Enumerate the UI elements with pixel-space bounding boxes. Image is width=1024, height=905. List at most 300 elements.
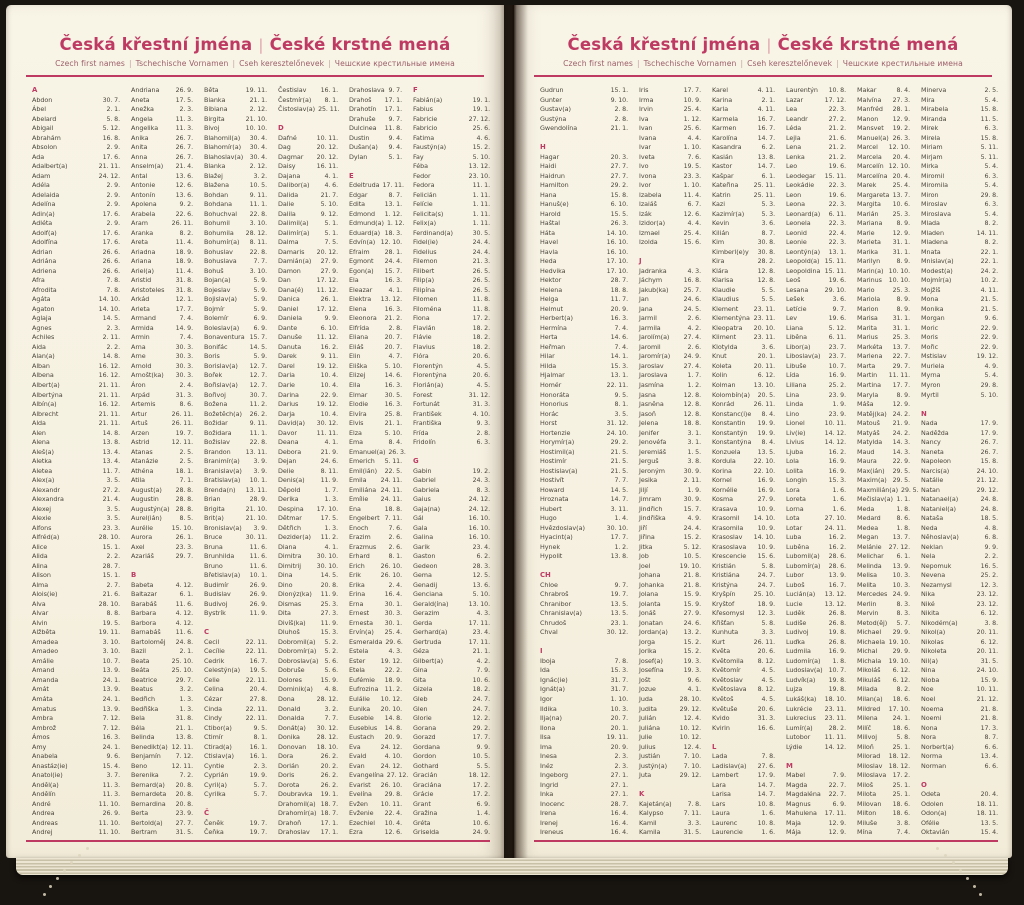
name-label: Elektra xyxy=(349,295,372,304)
name-label: Emila xyxy=(349,476,367,485)
name-label: Gracián xyxy=(413,771,438,780)
name-day-date: 6. 3. xyxy=(984,125,998,133)
name-day-date: 13. 6. xyxy=(472,581,490,589)
name-day-date: 1. 4. xyxy=(614,515,628,523)
name-entry xyxy=(204,371,267,381)
section-letter: CH xyxy=(540,571,551,580)
name-day-date: 8. 5. xyxy=(179,515,193,523)
name-day-date: 15. 9. xyxy=(683,600,701,608)
name-label: Narcis(a) xyxy=(921,466,950,475)
name-entry xyxy=(204,96,267,106)
name-day-date: 15. 4. xyxy=(102,762,120,770)
name-label: Eufémie xyxy=(349,675,375,684)
name-entry xyxy=(857,809,910,819)
name-day-date: 10. 11. xyxy=(976,686,998,694)
name-label: Jerguš xyxy=(639,457,659,466)
name-entry xyxy=(921,638,998,648)
name-label: Ljuba xyxy=(786,447,804,456)
name-entry xyxy=(131,543,193,553)
name-day-date: 15. 1. xyxy=(102,543,120,551)
name-day-date: 21. 5. xyxy=(610,448,628,456)
name-label: Miloň xyxy=(857,742,874,751)
name-label: Kastor xyxy=(712,162,733,171)
name-label: Beatrice xyxy=(131,675,158,684)
subtitle-separator: | xyxy=(328,59,331,68)
name-label: Egmont xyxy=(349,257,374,266)
name-label: Mirka xyxy=(921,162,939,171)
name-label: Arnold xyxy=(131,361,152,370)
name-entry xyxy=(857,685,910,695)
name-day-date: 30. 10. xyxy=(606,524,628,532)
name-entry xyxy=(131,238,193,248)
name-entry xyxy=(131,762,193,772)
name-day-date: 12. 9. xyxy=(892,229,910,237)
name-label: Miroslava xyxy=(921,209,951,218)
name-entry xyxy=(857,647,910,657)
name-label: Dětřich xyxy=(278,523,301,532)
name-entry xyxy=(540,790,628,800)
name-entry xyxy=(349,429,402,439)
name-day-date: 6. 2. xyxy=(761,144,775,152)
name-label: Kalypso xyxy=(639,809,664,818)
name-day-date: 1. 6. xyxy=(761,829,775,837)
name-day-date: 26. 9. xyxy=(102,810,120,818)
name-day-date: 28. 2. xyxy=(828,724,846,732)
name-label: Dobromír(a) xyxy=(278,647,317,656)
name-label: Alexie xyxy=(32,514,52,523)
name-entry xyxy=(857,676,910,686)
name-label: Gustýna xyxy=(540,114,567,123)
name-day-date: 16. 4. xyxy=(384,591,402,599)
name-label: Ela xyxy=(349,276,359,285)
name-entry xyxy=(204,191,267,201)
name-label: Bartoloměj xyxy=(131,637,166,646)
name-column xyxy=(857,86,919,838)
name-label: Haštal xyxy=(540,219,560,228)
name-entry xyxy=(413,105,490,115)
name-label: Inéz xyxy=(540,761,554,770)
name-day-date: 11. 4. xyxy=(175,267,193,275)
name-day-date: 17. 6. xyxy=(102,153,120,161)
name-day-date: 22. 10. xyxy=(753,467,775,475)
name-label: Ezechiel xyxy=(349,818,375,827)
name-entry xyxy=(639,276,701,286)
name-day-date: 4. 6. xyxy=(476,134,490,142)
name-day-date: 18. 5. xyxy=(980,515,998,523)
name-label: Azariáš xyxy=(131,552,154,561)
name-label: Mirjam xyxy=(921,152,943,161)
name-label: Bojeslav xyxy=(204,285,231,294)
name-entry xyxy=(32,743,120,753)
name-day-date: 13. 12. xyxy=(468,163,490,171)
name-entry xyxy=(349,524,402,534)
name-column xyxy=(712,86,775,838)
name-day-date: 24. 7. xyxy=(472,705,490,713)
name-entry xyxy=(349,381,402,391)
name-label: Juta xyxy=(639,771,652,780)
name-day-date: 16. 3. xyxy=(384,401,402,409)
section-letter: N xyxy=(921,409,927,418)
name-entry xyxy=(786,676,846,686)
name-label: Brunhilda xyxy=(204,552,235,561)
name-label: Daniela xyxy=(278,314,302,323)
name-entry xyxy=(712,809,775,819)
name-day-date: 6. 12. xyxy=(757,372,775,380)
name-entry xyxy=(131,86,193,96)
name-day-date: 11. 1. xyxy=(249,429,267,437)
name-day-date: 23. 3. xyxy=(175,543,193,551)
name-day-date: 24. 1. xyxy=(892,715,910,723)
name-day-date: 11. 2. xyxy=(320,534,338,542)
name-day-date: 28. 8. xyxy=(175,486,193,494)
name-label: Helmut xyxy=(540,304,563,313)
name-column xyxy=(786,86,846,838)
name-label: Jelena xyxy=(639,419,659,428)
name-label: Jana xyxy=(639,304,653,313)
name-label: Anita xyxy=(131,143,148,152)
name-label: Leopold(a) xyxy=(786,257,820,266)
name-entry xyxy=(131,400,193,410)
name-label: Michaela xyxy=(857,637,885,646)
name-entry xyxy=(413,647,490,657)
name-entry xyxy=(540,115,628,125)
name-entry xyxy=(131,286,193,296)
name-entry xyxy=(204,571,267,581)
name-label: Hypolit xyxy=(540,552,563,561)
name-label: Bibiana xyxy=(204,105,228,114)
name-day-date: 21. 10. xyxy=(245,505,267,513)
name-entry xyxy=(540,752,628,762)
name-entry xyxy=(540,628,628,638)
name-day-date: 15. 3. xyxy=(610,667,628,675)
name-label: Dan xyxy=(278,276,291,285)
page-header xyxy=(6,5,504,77)
name-label: Michala xyxy=(857,656,882,665)
name-entry xyxy=(131,657,193,667)
name-entry xyxy=(204,647,267,657)
name-label: Megan xyxy=(857,533,879,542)
name-day-date: 25. 3. xyxy=(892,334,910,342)
name-entry xyxy=(712,191,775,201)
name-entry xyxy=(921,143,998,153)
name-label: Nika xyxy=(921,590,935,599)
name-label: Leonie xyxy=(786,238,807,247)
name-entry xyxy=(921,657,998,667)
name-entry xyxy=(204,552,267,562)
footer-rule xyxy=(26,840,490,842)
name-day-date: 8. 11. xyxy=(249,239,267,247)
name-entry xyxy=(540,781,628,791)
name-entry xyxy=(349,771,409,781)
name-label: Elodie xyxy=(349,400,369,409)
name-label: Atanas xyxy=(131,447,153,456)
name-day-date: 26. 3. xyxy=(388,448,406,456)
name-label: André xyxy=(32,799,51,808)
name-label: Fatima xyxy=(413,133,435,142)
subtitle-separator: | xyxy=(128,59,132,68)
name-label: Aletka xyxy=(32,457,52,466)
name-entry xyxy=(349,238,402,248)
name-entry xyxy=(204,172,267,182)
name-label: Květa xyxy=(712,647,731,656)
dot-icon xyxy=(78,854,81,857)
name-day-date: 25. 3. xyxy=(320,600,338,608)
name-entry xyxy=(639,800,701,810)
name-entry xyxy=(413,800,490,810)
name-label: Luděk xyxy=(786,609,805,618)
name-entry xyxy=(540,238,628,248)
name-day-date: 26. 6. xyxy=(102,258,120,266)
name-day-date: 29. 9. xyxy=(892,629,910,637)
column-spacer xyxy=(413,448,490,458)
name-day-date: 14. 6. xyxy=(610,334,628,342)
name-entry xyxy=(32,324,120,334)
name-label: Flavius xyxy=(413,342,435,351)
name-entry xyxy=(786,400,846,410)
name-entry xyxy=(32,248,120,258)
name-day-date: 8. 9. xyxy=(896,296,910,304)
name-day-date: 6. 3. xyxy=(984,172,998,180)
name-entry xyxy=(540,210,628,220)
name-label: Dionýz(ka) xyxy=(278,590,312,599)
name-day-date: 25. 3. xyxy=(892,286,910,294)
name-entry xyxy=(786,200,846,210)
name-day-date: 13. 1. xyxy=(828,248,846,256)
name-entry xyxy=(413,96,490,106)
name-entry xyxy=(921,685,998,695)
name-label: Amálie xyxy=(32,656,54,665)
name-label: Kurt xyxy=(712,637,725,646)
name-day-date: 22. 3. xyxy=(828,106,846,114)
name-day-date: 10. 6. xyxy=(892,201,910,209)
name-entry xyxy=(921,333,998,343)
page-left xyxy=(6,5,504,858)
name-label: Gina xyxy=(413,666,428,675)
name-label: Max(ián) xyxy=(857,466,885,475)
name-entry xyxy=(639,809,701,819)
name-day-date: 31. 1. xyxy=(892,239,910,247)
name-day-date: 1. 12. xyxy=(384,210,402,218)
name-day-date: 21. 12. xyxy=(976,696,998,703)
name-entry xyxy=(540,685,628,695)
name-day-date: 21. 5. xyxy=(980,305,998,313)
name-entry xyxy=(786,438,846,448)
name-label: Emílie xyxy=(349,495,369,504)
name-entry xyxy=(857,400,910,410)
name-day-date: 17. 11. xyxy=(824,810,846,818)
name-label: Cecil xyxy=(204,637,220,646)
name-label: Beno xyxy=(131,761,148,770)
name-entry xyxy=(786,238,846,248)
name-day-date: 11. 2. xyxy=(249,401,267,409)
name-entry xyxy=(786,362,846,372)
name-entry xyxy=(786,343,846,353)
name-day-date: 31. 5. xyxy=(980,657,998,665)
name-day-date: 9. 9. xyxy=(476,743,490,751)
name-label: Lenka xyxy=(786,152,805,161)
name-day-date: 16. 1. xyxy=(249,753,267,761)
name-day-date: 19. 11. xyxy=(245,87,267,94)
name-label: Miloslava xyxy=(857,771,887,780)
name-label: Lora xyxy=(786,485,800,494)
name-entry xyxy=(278,305,338,315)
name-label: Květoslava xyxy=(712,685,747,694)
name-day-date: 7. 12. xyxy=(102,724,120,732)
name-day-date: 3. 8. xyxy=(687,458,701,466)
name-day-date: 5. 11. xyxy=(384,458,402,466)
name-entry xyxy=(857,352,910,362)
name-day-date: 16. 10. xyxy=(606,239,628,247)
name-entry xyxy=(413,352,490,362)
name-entry xyxy=(349,476,402,486)
name-entry xyxy=(921,600,998,610)
name-day-date: 2. 3. xyxy=(179,106,193,114)
name-label: Egon(a) xyxy=(349,266,374,275)
name-day-date: 8. 7. xyxy=(388,191,402,199)
name-label: Kim xyxy=(712,238,725,247)
name-entry xyxy=(413,752,490,762)
name-day-date: 22. 9. xyxy=(980,324,998,332)
name-day-date: 11. 9. xyxy=(320,477,338,485)
name-label: Kateřina xyxy=(712,181,739,190)
name-entry xyxy=(413,666,490,676)
name-label: Géza xyxy=(413,647,429,656)
name-label: Jiřina xyxy=(639,533,655,542)
name-label: Dag xyxy=(278,143,291,152)
name-day-date: 24. 10. xyxy=(976,667,998,675)
name-entry xyxy=(32,305,120,315)
name-entry xyxy=(639,486,701,496)
name-label: Mladen xyxy=(921,228,944,237)
name-day-date: 15. 6. xyxy=(683,239,701,247)
name-day-date: 29. 9. xyxy=(892,648,910,656)
name-entry xyxy=(786,724,846,734)
name-label: Arleta xyxy=(131,304,150,313)
name-entry xyxy=(204,743,267,753)
name-day-date: 10. 11. xyxy=(380,800,402,808)
name-label: Blahoslav(a) xyxy=(204,152,244,161)
name-day-date: 30. 5. xyxy=(384,391,402,399)
name-day-date: 14. 1. xyxy=(610,353,628,361)
name-entry xyxy=(349,666,402,676)
name-day-date: 22. 11. xyxy=(245,648,267,656)
name-day-date: 2. 5. xyxy=(179,458,193,466)
name-entry xyxy=(413,248,490,258)
name-entry xyxy=(278,685,338,695)
name-entry xyxy=(32,429,120,439)
name-label: Luběna xyxy=(786,542,810,551)
name-label: Božidara xyxy=(204,428,232,437)
name-day-date: 8. 4. xyxy=(761,439,775,447)
name-entry xyxy=(278,257,338,267)
name-day-date: 23. 9. xyxy=(828,410,846,418)
name-label: Lešek xyxy=(786,295,805,304)
name-entry xyxy=(786,771,846,781)
name-day-date: 18. 10. xyxy=(824,696,846,703)
name-day-date: 29. 8. xyxy=(980,191,998,199)
name-entry xyxy=(278,762,338,772)
name-day-date: 30. 10. xyxy=(316,553,338,561)
name-label: Jasněna xyxy=(639,400,664,409)
name-label: Borislav(a) xyxy=(204,361,238,370)
name-day-date: 14. 12. xyxy=(824,743,846,751)
column-spacer xyxy=(540,562,628,572)
name-entry xyxy=(32,295,120,305)
name-day-date: 11. 7. xyxy=(610,296,628,304)
name-day-date: 15. 3. xyxy=(610,362,628,370)
section-letter: C xyxy=(204,628,210,637)
name-entry xyxy=(32,486,120,496)
name-entry xyxy=(413,505,490,515)
name-entry xyxy=(857,238,910,248)
name-entry xyxy=(413,809,490,819)
name-day-date: 16. 8. xyxy=(683,277,701,285)
title-slovak: České krstné mená xyxy=(777,35,959,54)
name-entry xyxy=(786,134,846,144)
name-label: Arabela xyxy=(131,209,156,218)
name-label: Mstislav xyxy=(921,352,947,361)
name-entry xyxy=(349,552,402,562)
name-day-date: 15. 3. xyxy=(320,629,338,637)
name-label: Lejla xyxy=(786,133,801,142)
name-day-date: 18. 7. xyxy=(320,800,338,808)
name-day-date: 11. 8. xyxy=(384,125,402,133)
name-entry xyxy=(278,438,338,448)
name-label: Mabel xyxy=(786,771,805,780)
name-entry xyxy=(712,486,775,496)
name-day-date: 1. 9. xyxy=(687,486,701,494)
name-entry xyxy=(857,771,910,781)
name-label: Marcelína xyxy=(857,171,888,180)
name-label: Lukrecius xyxy=(786,714,816,723)
name-day-date: 11. 4. xyxy=(683,191,701,199)
name-entry xyxy=(278,533,338,543)
name-entry xyxy=(204,752,267,762)
name-entry xyxy=(204,524,267,534)
name-day-date: 21. 4. xyxy=(175,163,193,171)
name-entry xyxy=(278,552,338,562)
name-day-date: 31. 3. xyxy=(472,401,490,409)
name-label: Alma xyxy=(32,580,49,589)
name-entry xyxy=(413,200,490,210)
name-label: Eliáš xyxy=(349,342,364,351)
name-label: Erina xyxy=(349,590,366,599)
name-day-date: 16. 3. xyxy=(384,305,402,313)
name-label: Hynek xyxy=(540,542,561,551)
name-label: Aglaja xyxy=(32,314,52,323)
name-label: Aram xyxy=(131,219,148,228)
name-entry xyxy=(204,828,267,838)
name-entry xyxy=(131,276,193,286)
name-label: Dluhoš xyxy=(278,628,300,637)
name-label: Mahulena xyxy=(786,809,817,818)
name-entry xyxy=(131,105,193,115)
name-label: Krescencie xyxy=(712,552,747,561)
name-entry xyxy=(540,676,628,686)
name-entry xyxy=(413,429,490,439)
name-entry xyxy=(349,438,402,448)
name-label: Dalimil(a) xyxy=(278,219,309,228)
name-entry xyxy=(349,514,402,524)
name-entry xyxy=(540,581,628,591)
name-entry xyxy=(712,324,775,334)
name-day-date: 26. 9. xyxy=(175,87,193,94)
name-entry xyxy=(857,505,910,515)
name-entry xyxy=(921,324,998,334)
name-entry xyxy=(639,362,701,372)
name-entry xyxy=(540,762,628,772)
name-label: Dita xyxy=(278,609,291,618)
